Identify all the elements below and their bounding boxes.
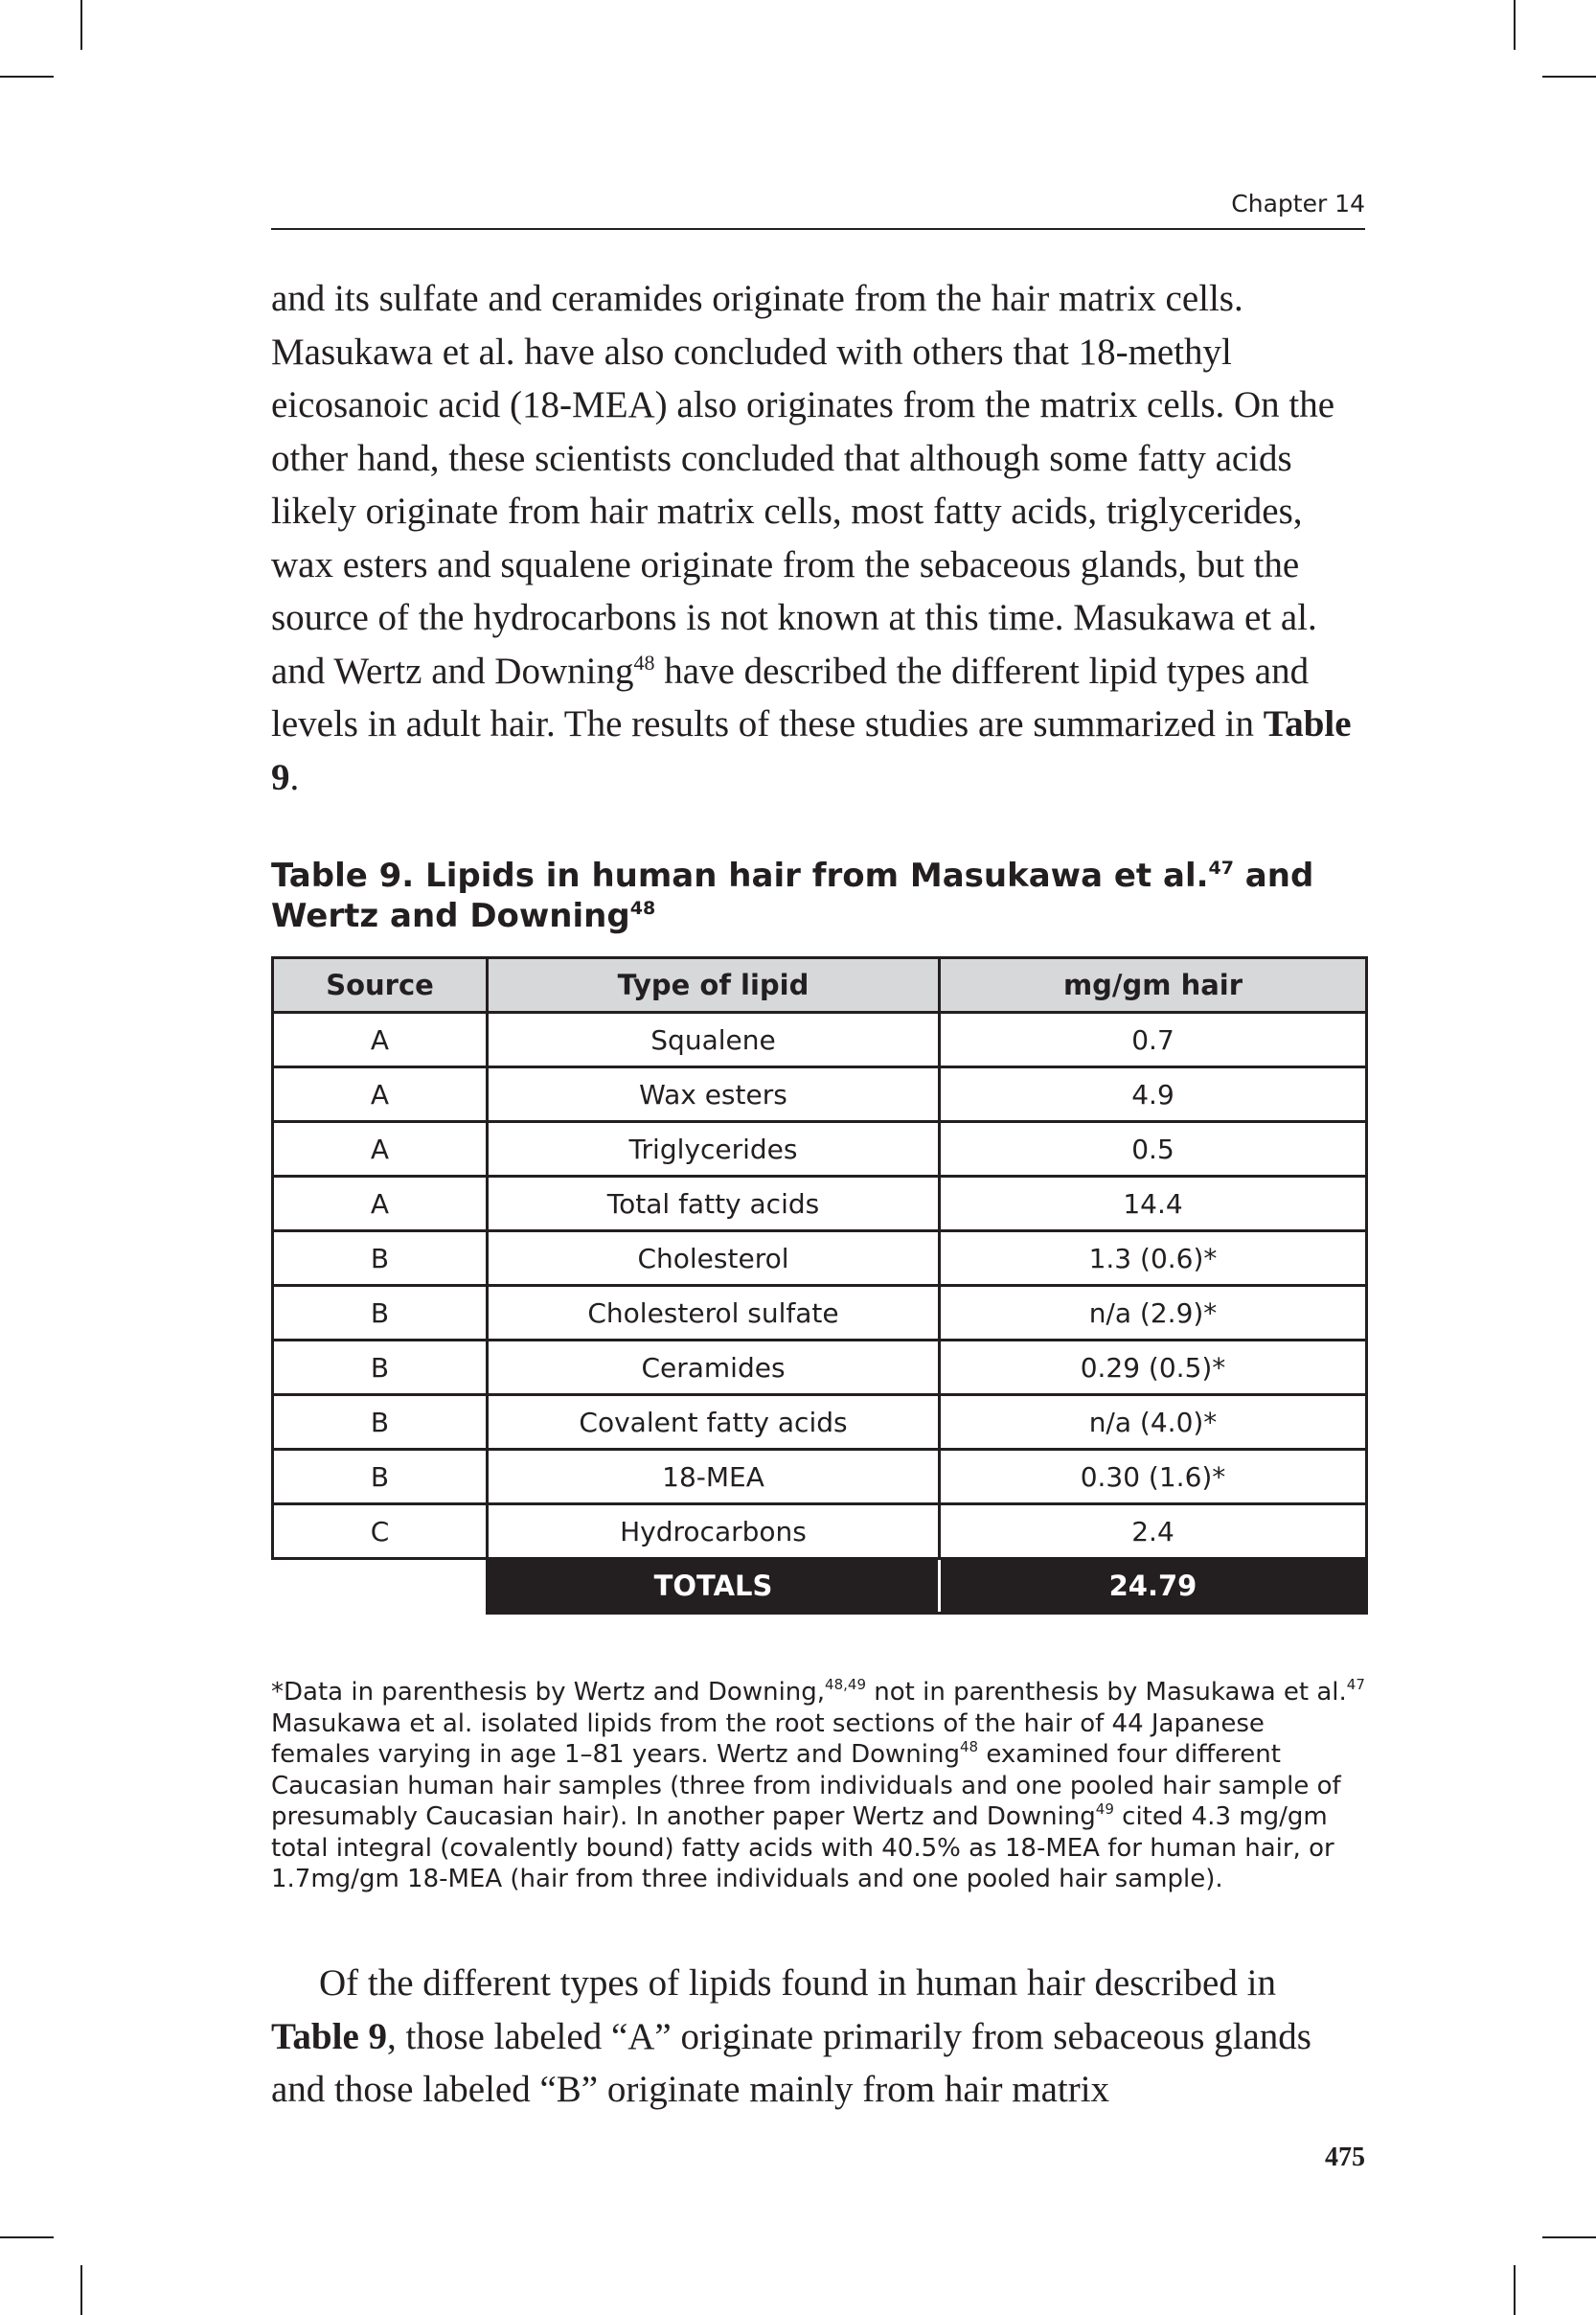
lipids-table [271, 956, 1368, 1615]
table-reference: Table 9 [271, 703, 1352, 798]
table-caption [271, 856, 1365, 936]
footnote-text: examined four different Caucasian human hair samples (three from individuals and one pooled hair sample of presumably Caucasian hair). In another paper Wertz and Downing [271, 1740, 1341, 1831]
amount-cell: 4.9 [940, 1067, 1367, 1122]
amount-cell: 0.30 (1.6)* [940, 1450, 1367, 1504]
source-cell: B [273, 1286, 488, 1341]
reference-superscript: 48 [629, 898, 656, 919]
footnote-text: *Data in parenthesis by Wertz and Downing, [271, 1678, 826, 1707]
reference-superscript: 49 [1095, 1800, 1114, 1818]
crop-mark [0, 2236, 54, 2238]
caption-text: Table 9. Lipids in human hair from Masukawa et al. [271, 857, 1209, 895]
paragraph-1-text: and its sulfate and ceramides originate from the hair matrix cells. Masukawa et al. have also concluded with others that 18-methyl eicosanoic acid (18-MEA) also originates from the matrix cells. On the other hand, these scientists concluded that although some fatty acids likely originate from hair matrix cells, most fatty acids, triglycerides, wax esters and squalene originate from the sebaceous glands, but the source of the hydrocarbons is not known at this time. Masukawa et al. and Wertz and Downing [271, 278, 1335, 692]
amount-cell: 0.29 (0.5)* [940, 1341, 1367, 1395]
reference-superscript: 48,49 [825, 1676, 866, 1693]
totals-empty-cell [273, 1559, 488, 1614]
source-cell: A [273, 1177, 488, 1231]
table-reference: Table 9 [271, 2015, 388, 2057]
lipid-type-cell: Wax esters [488, 1067, 940, 1122]
source-cell: B [273, 1450, 488, 1504]
table-row [273, 1231, 1367, 1286]
lipid-type-cell: Ceramides [488, 1341, 940, 1395]
source-cell: A [273, 1122, 488, 1177]
crop-mark [0, 76, 54, 78]
totals-label: TOTALS [488, 1559, 940, 1614]
table-header-row [273, 958, 1367, 1013]
totals-value: 24.79 [940, 1559, 1367, 1614]
table-footnote [271, 1677, 1365, 1895]
lipid-type-cell: 18-MEA [488, 1450, 940, 1504]
amount-cell: 2.4 [940, 1504, 1367, 1559]
running-head: Chapter 14 [1231, 190, 1365, 218]
page-number: 475 [1325, 2143, 1365, 2172]
lipid-type-cell: Total fatty acids [488, 1177, 940, 1231]
paragraph-1-text: have described the different lipid types and levels in adult hair. The results of these studies are summarized in [271, 650, 1310, 745]
lipid-type-cell: Covalent fatty acids [488, 1395, 940, 1450]
table-row [273, 1067, 1367, 1122]
source-cell: B [273, 1395, 488, 1450]
table-row [273, 1450, 1367, 1504]
column-header-type-of-lipid: Type of lipid [488, 958, 940, 1013]
paragraph-2-text: Of the different types of lipids found in human hair described in [319, 1962, 1276, 2004]
footnote-text: not in parenthesis by Masukawa et al. [866, 1678, 1347, 1707]
crop-mark [1514, 2265, 1516, 2315]
reference-superscript: 47 [1346, 1676, 1365, 1693]
amount-cell: 0.5 [940, 1122, 1367, 1177]
amount-cell: 0.7 [940, 1013, 1367, 1067]
amount-cell: n/a (2.9)* [940, 1286, 1367, 1341]
footnote-text: Masukawa et al. isolated lipids from the root sections of the hair of 44 Japanese females varying in age 1–81 years. Wertz and Downing [271, 1708, 1265, 1769]
table-row [273, 1013, 1367, 1067]
caption-text: and Wertz and Downing [271, 857, 1314, 935]
paragraph-2 [271, 1957, 1365, 2117]
crop-mark [1542, 2236, 1596, 2238]
source-cell: B [273, 1231, 488, 1286]
table-row [273, 1395, 1367, 1450]
lipid-type-cell: Cholesterol [488, 1231, 940, 1286]
lipid-type-cell: Triglycerides [488, 1122, 940, 1177]
table-row [273, 1504, 1367, 1559]
lipid-type-cell: Cholesterol sulfate [488, 1286, 940, 1341]
source-cell: A [273, 1013, 488, 1067]
source-cell: A [273, 1067, 488, 1122]
column-header-mg-per-gm-hair: mg/gm hair [940, 958, 1367, 1013]
crop-mark [80, 0, 82, 50]
header-rule [271, 228, 1365, 230]
paragraph-1 [271, 272, 1365, 804]
crop-mark [80, 2265, 82, 2315]
crop-mark [1542, 76, 1596, 78]
amount-cell: n/a (4.0)* [940, 1395, 1367, 1450]
footnote-text: cited 4.3 mg/gm total integral (covalently bound) fatty acids with 40.5% as 18-MEA for human hair, or 1.7mg/gm 18-MEA (hair from three individuals and one pooled hair sample). [271, 1802, 1334, 1893]
crop-mark [1514, 0, 1516, 50]
lipid-type-cell: Squalene [488, 1013, 940, 1067]
lipid-type-cell: Hydrocarbons [488, 1504, 940, 1559]
table-row [273, 1177, 1367, 1231]
table-row [273, 1341, 1367, 1395]
reference-superscript: 48 [959, 1738, 979, 1755]
table-row [273, 1122, 1367, 1177]
amount-cell: 1.3 (0.6)* [940, 1231, 1367, 1286]
amount-cell: 14.4 [940, 1177, 1367, 1231]
totals-row [273, 1559, 1367, 1614]
reference-superscript: 47 [1208, 858, 1234, 879]
paragraph-2-text: , those labeled “A” originate primarily from sebaceous glands and those labeled “B” originate mainly from hair matrix [271, 2015, 1311, 2110]
table-row [273, 1286, 1367, 1341]
source-cell: C [273, 1504, 488, 1559]
source-cell: B [273, 1341, 488, 1395]
paragraph-1-text: . [289, 756, 300, 798]
column-header-source: Source [273, 958, 488, 1013]
reference-superscript: 48 [633, 650, 655, 675]
